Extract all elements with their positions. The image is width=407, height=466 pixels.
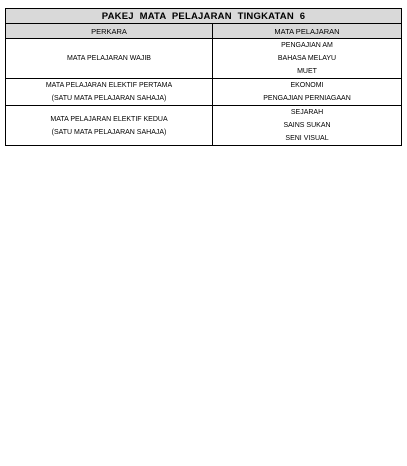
row-subjects [213, 39, 402, 79]
subject-item: PENGAJIAN AM [281, 42, 333, 49]
row-subjects [213, 106, 402, 146]
table-row [6, 106, 402, 146]
table-title: PAKEJ MATA PELAJARAN TINGKATAN 6 [6, 9, 402, 24]
subject-item: BAHASA MELAYU [277, 55, 337, 62]
category-note: (SATU MATA PELAJARAN SAHAJA) [51, 95, 167, 102]
category-label: MATA PELAJARAN ELEKTIF KEDUA [50, 115, 168, 123]
subject-item: SEJARAH [290, 109, 324, 116]
header-category: PERKARA [6, 24, 213, 39]
row-subjects [213, 79, 402, 106]
category-label: MATA PELAJARAN ELEKTIF PERTAMA [45, 82, 173, 89]
row-category [6, 79, 213, 106]
table-row [6, 79, 402, 106]
subject-item: EKONOMI [290, 82, 324, 89]
subject-item: SAINS SUKAN [283, 122, 331, 129]
subject-package-table [5, 8, 402, 146]
category-label: MATA PELAJARAN WAJIB [67, 55, 151, 62]
row-category [6, 106, 213, 146]
subject-item: PENGAJIAN PERNIAGAAN [263, 95, 351, 102]
header-subjects: MATA PELAJARAN [213, 24, 402, 39]
row-category [6, 39, 213, 79]
table-title-row [6, 9, 402, 24]
category-note: (SATU MATA PELAJARAN SAHAJA) [51, 128, 167, 136]
subject-item: MUET [297, 68, 317, 75]
table-header-row [6, 24, 402, 39]
subject-item: SENI VISUAL [285, 135, 329, 142]
table-row [6, 39, 402, 79]
